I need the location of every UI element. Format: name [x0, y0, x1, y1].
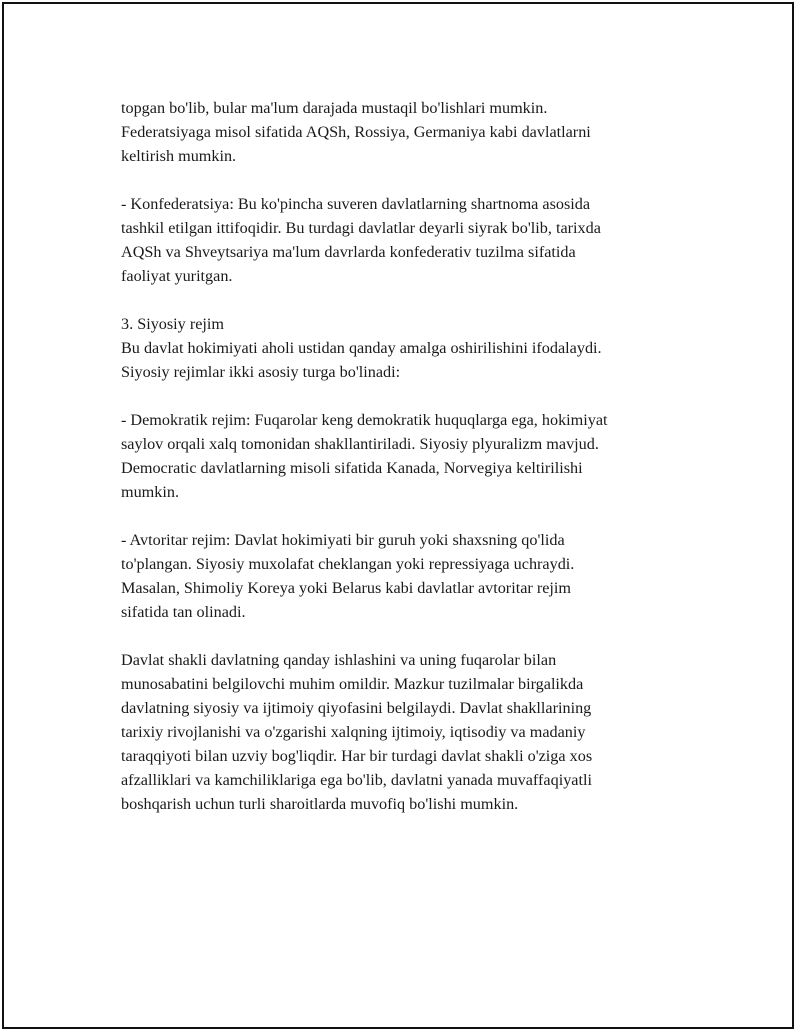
text-line: - Konfederatsiya: Bu ko'pincha suveren davlatlarning shartnoma asosida [121, 195, 591, 213]
text-line: Siyosiy rejimlar ikki asosiy turga bo'linadi: [121, 363, 401, 381]
paragraph-confederation [121, 192, 701, 288]
paragraph-democratic-regime [121, 408, 701, 504]
text-line: Masalan, Shimoliy Koreya yoki Belarus kabi davlatlar avtoritar rejim [121, 579, 571, 597]
paragraph-authoritarian-regime [121, 528, 701, 624]
text-line: - Demokratik rejim: Fuqarolar keng demokratik huquqlarga ega, hokimiyat [121, 411, 608, 429]
text-line: to'plangan. Siyosiy muxolafat cheklangan yoki repressiyaga uchraydi. [121, 555, 575, 573]
text-line: mumkin. [121, 483, 180, 501]
text-line: munosabatini belgilovchi muhim omildir. Mazkur tuzilmalar birgalikda [121, 675, 584, 693]
paragraph-federation-example [121, 96, 701, 168]
text-line: afzalliklari va kamchiliklariga ega bo'lib, davlatni yanada muvaffaqiyatli [121, 771, 592, 789]
text-line: sifatida tan olinadi. [121, 603, 246, 621]
text-line: - Avtoritar rejim: Davlat hokimiyati bir guruh yoki shaxsning qo'lida [121, 531, 565, 549]
text-line: topgan bo'lib, bular ma'lum darajada mustaqil bo'lishlari mumkin. [121, 99, 548, 117]
text-line: AQSh va Shveytsariya ma'lum davrlarda konfederativ tuzilma sifatida [121, 243, 576, 261]
paragraph-conclusion [121, 648, 701, 816]
text-line: Bu davlat hokimiyati aholi ustidan qanday amalga oshirilishini ifodalaydi. [121, 339, 602, 357]
text-line: taraqqiyoti bilan uzviy bog'liqdir. Har bir turdagi davlat shakli o'ziga xos [121, 747, 593, 765]
text-line: Democratic davlatlarning misoli sifatida Kanada, Norvegiya keltirilishi [121, 459, 583, 477]
text-line: keltirish mumkin. [121, 147, 237, 165]
section-heading: 3. Siyosiy rejim [121, 315, 224, 333]
text-line: tarixiy rivojlanishi va o'zgarishi xalqning ijtimoiy, iqtisodiy va madaniy [121, 723, 586, 741]
text-line: Federatsiyaga misol sifatida AQSh, Rossiya, Germaniya kabi davlatlarni [121, 123, 591, 141]
text-line: Davlat shakli davlatning qanday ishlashini va uning fuqarolar bilan [121, 651, 557, 669]
paragraph-political-regime [121, 312, 701, 384]
text-line: saylov orqali xalq tomonidan shakllantiriladi. Siyosiy plyuralizm mavjud. [121, 435, 599, 453]
page-frame [2, 2, 794, 1029]
document-body [121, 96, 701, 840]
text-line: davlatning siyosiy va ijtimoiy qiyofasini belgilaydi. Davlat shakllarining [121, 699, 592, 717]
text-line: boshqarish uchun turli sharoitlarda muvofiq bo'lishi mumkin. [121, 795, 519, 813]
text-line: faoliyat yuritgan. [121, 267, 233, 285]
text-line: tashkil etilgan ittifoqidir. Bu turdagi davlatlar deyarli siyrak bo'lib, tarixda [121, 219, 601, 237]
